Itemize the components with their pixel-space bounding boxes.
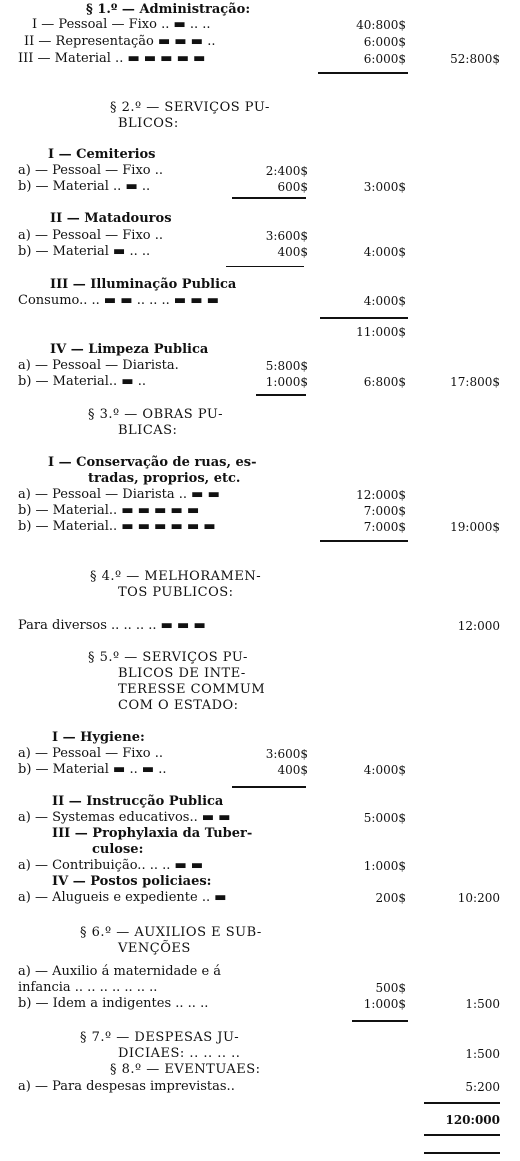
- s3-a-amount: 12:000$: [356, 488, 406, 502]
- s5-ins-a: a) — Systemas educativos.. ▬ ▬: [18, 810, 231, 825]
- s6-total: 1:500: [465, 997, 500, 1011]
- s3-b-amount: 7:000$: [363, 504, 406, 518]
- s1-row-2-label: II — Representação ▬ ▬ ▬ ..: [24, 34, 216, 49]
- s8-a: a) — Para despesas imprevistas..: [18, 1079, 235, 1094]
- s2-lim-a: a) — Pessoal — Diarista.: [18, 358, 179, 373]
- s5-hyg-b-amount: 400$: [277, 763, 308, 777]
- s5-hyg-b: b) — Material ▬ .. ▬ ..: [18, 762, 167, 777]
- final-rule-bottom: [424, 1152, 500, 1154]
- s2-mat-total: 4:000$: [363, 245, 406, 259]
- s2-cemiterios-title: I — Cemiterios: [48, 147, 156, 162]
- s2-ilu-line: Consumo.. .. ▬ ▬ .. .. .. ▬ ▬ ▬: [18, 293, 220, 308]
- s3-a: a) — Pessoal — Diarista .. ▬ ▬: [18, 487, 220, 502]
- s1-row-1-amount: 40:800$: [356, 18, 406, 32]
- s5-ins-total: 5:000$: [363, 811, 406, 825]
- s6-a-line-1: a) — Auxilio á maternidade e á: [18, 964, 222, 979]
- s2-limpeza-title: IV — Limpeza Publica: [50, 342, 209, 357]
- s2-lim-total: 6:800$: [363, 375, 406, 389]
- section-5-heading-3: TERESSE COMMUM: [118, 682, 266, 697]
- section-5-heading-1: § 5.º — SERVIÇOS PU-: [88, 650, 248, 665]
- s1-row-3-label: III — Material .. ▬ ▬ ▬ ▬ ▬: [18, 51, 206, 66]
- s5-hygiene-title: I — Hygiene:: [52, 730, 145, 745]
- s6-a-amount: 500$: [375, 981, 406, 995]
- s4-line: Para diversos .. .. .. .. ▬ ▬ ▬: [18, 618, 206, 633]
- s1-row-1-label: I — Pessoal — Fixo .. ▬ .. ..: [32, 17, 211, 32]
- s2-cem-rule: [232, 197, 306, 199]
- s5-prophylaxia-title-1: III — Prophylaxia da Tuber-: [52, 826, 253, 841]
- s2-mat-b: b) — Material ▬ .. ..: [18, 244, 151, 259]
- s2-mat-a: a) — Pessoal — Fixo ..: [18, 228, 164, 243]
- section-7-heading-2: DICIAES: .. .. .. ..: [118, 1046, 241, 1061]
- s2-ilu-total: 4:000$: [363, 294, 406, 308]
- s1-rule: [318, 72, 408, 74]
- final-rule-top: [424, 1102, 500, 1104]
- s5-hyg-total: 4:000$: [363, 763, 406, 777]
- s3-c-amount: 7:000$: [363, 520, 406, 534]
- s2-lim-b: b) — Material.. ▬ ..: [18, 374, 146, 389]
- section-6-heading-1: § 6.º — AUXILIOS E SUB-: [80, 925, 262, 940]
- s2-cem-a-amount: 2:400$: [265, 164, 308, 178]
- s3-title-2: tradas, proprios, etc.: [88, 471, 241, 486]
- section-3-heading-2: BLICAS:: [118, 423, 178, 438]
- s5-hyg-a: a) — Pessoal — Fixo ..: [18, 746, 164, 761]
- s5-pro-a: a) — Contribuição.. .. .. ▬ ▬: [18, 858, 204, 873]
- s6-b-amount: 1:000$: [363, 997, 406, 1011]
- s2-subtotal: 11:000$: [356, 325, 406, 339]
- s5-hyg-a-amount: 3:600$: [265, 747, 308, 761]
- section-5-heading-4: COM O ESTADO:: [118, 698, 239, 713]
- section-6-heading-2: VENÇÕES: [118, 941, 191, 956]
- s4-total: 12:000: [457, 619, 500, 633]
- section-8-heading: § 8.º — EVENTUAES:: [110, 1062, 261, 1077]
- s2-mat-b-amount: 400$: [277, 245, 308, 259]
- s1-row-2-amount: 6:000$: [363, 35, 406, 49]
- s2-cem-a: a) — Pessoal — Fixo ..: [18, 163, 164, 178]
- grand-total: 120:000: [445, 1113, 500, 1127]
- s6-b: b) — Idem a indigentes .. .. ..: [18, 996, 209, 1011]
- s5-prophylaxia-title-2: culose:: [92, 842, 144, 857]
- section-2-heading-1: § 2.º — SERVIÇOS PU-: [110, 100, 270, 115]
- s3-total: 19:000$: [450, 520, 500, 534]
- s7-total: 1:500: [465, 1047, 500, 1061]
- s6-rule: [352, 1020, 408, 1022]
- s5-instrucao-title: II — Instrucção Publica: [52, 794, 224, 809]
- s8-total: 5:200: [465, 1080, 500, 1094]
- section-5-heading-2: BLICOS DE INTE-: [118, 666, 246, 681]
- section-4-heading-1: § 4.º — MELHORAMEN-: [90, 569, 262, 584]
- s5-pos-total: 200$: [375, 891, 406, 905]
- s2-cem-b-amount: 600$: [277, 180, 308, 194]
- s5-pro-total: 1:000$: [363, 859, 406, 873]
- s3-b: b) — Material.. ▬ ▬ ▬ ▬ ▬: [18, 503, 200, 518]
- s3-c: b) — Material.. ▬ ▬ ▬ ▬ ▬ ▬: [18, 519, 216, 534]
- s2-cem-b: b) — Material .. ▬ ..: [18, 179, 151, 194]
- s5-hyg-rule: [232, 786, 306, 788]
- s6-a-line-2: infancia .. .. .. .. .. .. ..: [18, 980, 158, 995]
- section-4-heading-2: TOS PUBLICOS:: [118, 585, 234, 600]
- s2-lim-rule: [256, 394, 306, 396]
- s5-pos-a: a) — Alugueis e expediente .. ▬: [18, 890, 227, 905]
- section-1-heading: § 1.º — Administração:: [86, 2, 251, 17]
- s3-rule: [320, 540, 408, 542]
- s2-lim-a-amount: 5:800$: [265, 359, 308, 373]
- s2-lim-b-amount: 1:000$: [265, 375, 308, 389]
- s2-cem-total: 3:000$: [363, 180, 406, 194]
- s2-mat-a-amount: 3:600$: [265, 229, 308, 243]
- section-3-heading-1: § 3.º — OBRAS PU-: [88, 407, 223, 422]
- s2-total: 17:800$: [450, 375, 500, 389]
- section-2-heading-2: BLICOS:: [118, 116, 179, 131]
- s1-total: 52:800$: [450, 52, 500, 66]
- s1-row-3-amount: 6:000$: [363, 52, 406, 66]
- s2-matadouros-title: II — Matadouros: [50, 211, 172, 226]
- s3-title-1: I — Conservação de ruas, es-: [48, 455, 257, 470]
- section-7-heading-1: § 7.º — DESPESAS JU-: [80, 1030, 240, 1045]
- s5-postos-title: IV — Postos policiaes:: [52, 874, 212, 889]
- s2-ilu-rule: [320, 317, 408, 319]
- s2-mat-rule: [226, 266, 304, 267]
- s2-iluminacao-title: III — Illuminação Publica: [50, 277, 237, 292]
- s5-total: 10:200: [457, 891, 500, 905]
- final-rule-mid: [424, 1134, 500, 1136]
